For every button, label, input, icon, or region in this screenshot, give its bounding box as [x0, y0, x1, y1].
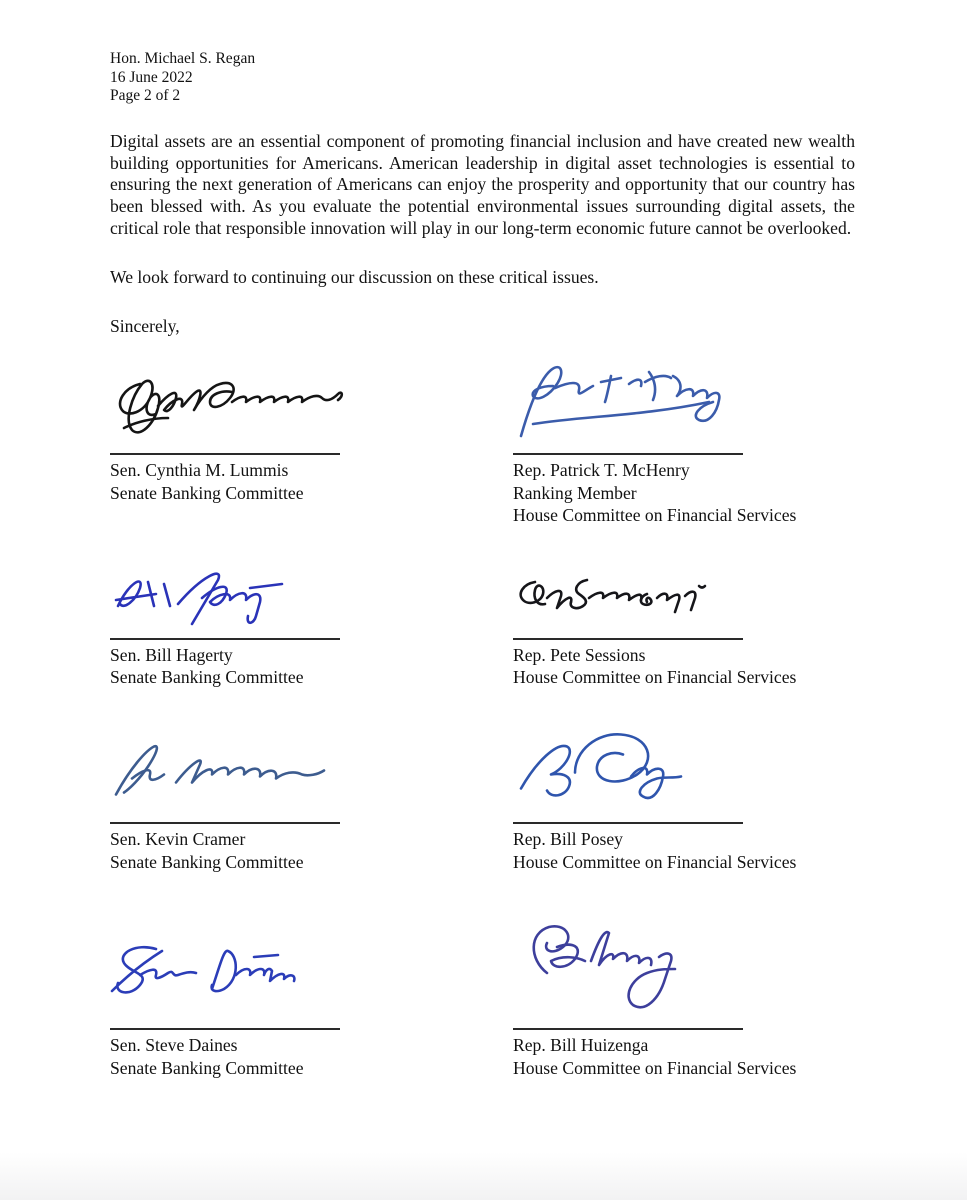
signature-block-mchenry	[513, 355, 855, 526]
signature-block-lummis	[110, 355, 513, 504]
signature-block-huizenga	[513, 912, 855, 1079]
posey-signature-icon	[513, 721, 855, 816]
signature-row-2	[110, 560, 855, 689]
signature-row-3	[110, 721, 855, 873]
signature-line	[513, 453, 743, 455]
signature-block-daines	[110, 912, 513, 1079]
signer-committee: Senate Banking Committee	[110, 851, 304, 872]
signer-committee: House Committee on Financial Services	[513, 1057, 797, 1078]
signature-block-posey	[513, 721, 855, 873]
signer-committee: Senate Banking Committee	[110, 666, 304, 687]
signer-committee: Senate Banking Committee	[110, 1057, 304, 1078]
signature-row-1	[110, 355, 855, 526]
signature-line	[110, 822, 340, 824]
signature-line	[513, 1028, 743, 1030]
header-page-number: Page 2 of 2	[110, 87, 181, 105]
signature-line	[110, 1028, 340, 1030]
signer-name: Sen. Kevin Cramer	[110, 829, 246, 850]
body-paragraph-2: We look forward to continuing our discussion on these critical issues.	[110, 266, 599, 287]
lummis-signature-icon	[110, 355, 513, 447]
letter-header	[110, 50, 855, 106]
signer-name: Rep. Bill Huizenga	[513, 1035, 649, 1056]
signer-committee: Senate Banking Committee	[110, 482, 304, 503]
signature-line	[513, 822, 743, 824]
daines-signature-icon	[110, 912, 513, 1022]
header-date: 16 June 2022	[110, 68, 193, 86]
signature-line	[110, 638, 340, 640]
signer-name: Rep. Patrick T. McHenry	[513, 460, 690, 481]
signer-name: Sen. Bill Hagerty	[110, 644, 233, 665]
signature-line	[110, 453, 340, 455]
signer-committee: House Committee on Financial Services	[513, 666, 797, 687]
huizenga-signature-icon	[513, 912, 855, 1022]
signer-role: Ranking Member	[513, 482, 637, 503]
signature-block-sessions	[513, 560, 855, 689]
signer-name: Rep. Bill Posey	[513, 829, 623, 850]
mchenry-signature-icon	[513, 355, 855, 447]
signer-name: Sen. Steve Daines	[110, 1035, 238, 1056]
cramer-signature-icon	[110, 721, 513, 816]
closing-salutation: Sincerely,	[110, 315, 180, 336]
signature-block-hagerty	[110, 560, 513, 689]
signer-name: Rep. Pete Sessions	[513, 644, 646, 665]
signer-committee: House Committee on Financial Services	[513, 851, 797, 872]
sessions-signature-icon	[513, 560, 855, 632]
signer-committee: House Committee on Financial Services	[513, 505, 797, 526]
signature-row-4	[110, 912, 855, 1079]
signature-block-cramer	[110, 721, 513, 873]
body-paragraph-1: Digital assets are an essential component of promoting financial inclusion and have created new wealth building opportunities for Americans. American leadership in digital asset technologies is essential to ensuring the next generation of Americans can enjoy the prosperity and opportunity that our country has been blessed with. As you evaluate the potential environmental issues surrounding digital assets, the critical role that responsible innovation will play in our long-term economic future cannot be overlooked.	[110, 130, 855, 238]
signature-line	[513, 638, 743, 640]
header-recipient: Hon. Michael S. Regan	[110, 50, 256, 67]
signer-name: Sen. Cynthia M. Lummis	[110, 460, 289, 481]
hagerty-signature-icon	[110, 560, 513, 632]
